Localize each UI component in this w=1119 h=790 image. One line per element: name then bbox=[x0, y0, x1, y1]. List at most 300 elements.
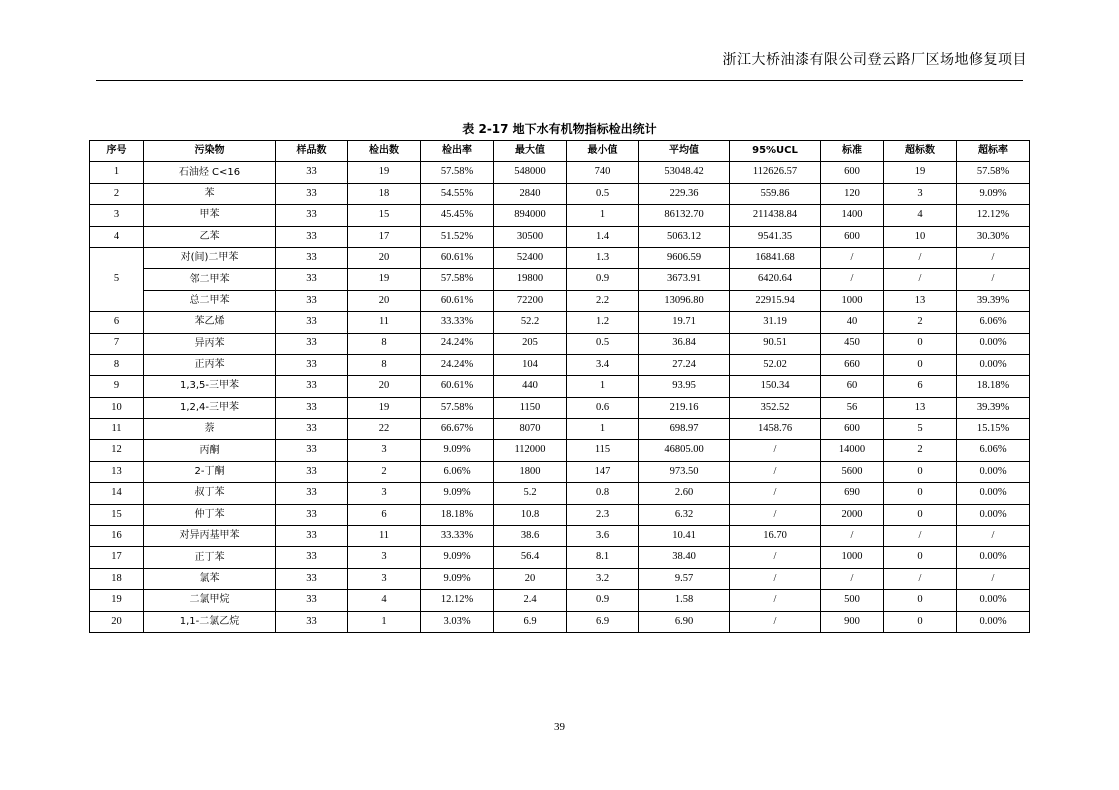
row-number-cell: 20 bbox=[90, 611, 144, 632]
standard-cell: 120 bbox=[821, 183, 884, 204]
mean-value-cell: 9606.59 bbox=[639, 247, 730, 268]
sample-count-cell: 33 bbox=[276, 526, 348, 547]
table-row bbox=[90, 547, 1030, 568]
table-row bbox=[90, 526, 1030, 547]
min-value-cell: 0.8 bbox=[567, 483, 639, 504]
detected-count-cell: 19 bbox=[348, 269, 421, 290]
min-value-cell: 1 bbox=[567, 205, 639, 226]
detected-count-cell: 11 bbox=[348, 312, 421, 333]
detected-count-cell: 1 bbox=[348, 611, 421, 632]
mean-value-cell: 2.60 bbox=[639, 483, 730, 504]
detection-rate-cell: 6.06% bbox=[421, 461, 494, 482]
detection-rate-cell: 57.58% bbox=[421, 269, 494, 290]
exceed-count-cell: 0 bbox=[884, 354, 957, 375]
column-header: 检出数 bbox=[348, 141, 421, 162]
table-row bbox=[90, 440, 1030, 461]
column-header: 平均值 bbox=[639, 141, 730, 162]
min-value-cell: 0.9 bbox=[567, 590, 639, 611]
exceed-count-cell: 2 bbox=[884, 312, 957, 333]
exceed-rate-cell: 39.39% bbox=[957, 397, 1030, 418]
min-value-cell: 1.4 bbox=[567, 226, 639, 247]
max-value-cell: 112000 bbox=[494, 440, 567, 461]
exceed-rate-cell: 0.00% bbox=[957, 483, 1030, 504]
groundwater-organics-table bbox=[89, 140, 1030, 633]
detected-count-cell: 18 bbox=[348, 183, 421, 204]
table-row bbox=[90, 226, 1030, 247]
detection-rate-cell: 9.09% bbox=[421, 483, 494, 504]
pollutant-cell: 氯苯 bbox=[144, 568, 276, 589]
table-row bbox=[90, 590, 1030, 611]
sample-count-cell: 33 bbox=[276, 547, 348, 568]
exceed-rate-cell: 0.00% bbox=[957, 354, 1030, 375]
exceed-count-cell: 3 bbox=[884, 183, 957, 204]
detected-count-cell: 15 bbox=[348, 205, 421, 226]
exceed-count-cell: 10 bbox=[884, 226, 957, 247]
standard-cell: 1000 bbox=[821, 290, 884, 311]
exceed-rate-cell: 6.06% bbox=[957, 440, 1030, 461]
min-value-cell: 2.3 bbox=[567, 504, 639, 525]
min-value-cell: 740 bbox=[567, 162, 639, 183]
ucl-cell: / bbox=[730, 568, 821, 589]
detection-rate-cell: 57.58% bbox=[421, 162, 494, 183]
exceed-count-cell: / bbox=[884, 526, 957, 547]
detected-count-cell: 8 bbox=[348, 333, 421, 354]
table-row bbox=[90, 247, 1030, 268]
exceed-count-cell: / bbox=[884, 568, 957, 589]
mean-value-cell: 9.57 bbox=[639, 568, 730, 589]
ucl-cell: 31.19 bbox=[730, 312, 821, 333]
standard-cell: 5600 bbox=[821, 461, 884, 482]
exceed-rate-cell: / bbox=[957, 269, 1030, 290]
exceed-count-cell: 0 bbox=[884, 611, 957, 632]
ucl-cell: / bbox=[730, 547, 821, 568]
ucl-cell: 559.86 bbox=[730, 183, 821, 204]
table-caption: 表 2-17 地下水有机物指标检出统计 bbox=[462, 122, 657, 136]
min-value-cell: 0.9 bbox=[567, 269, 639, 290]
detection-rate-cell: 60.61% bbox=[421, 376, 494, 397]
table-row bbox=[90, 397, 1030, 418]
table-header-row bbox=[90, 141, 1030, 162]
column-header: 最大值 bbox=[494, 141, 567, 162]
ucl-cell: / bbox=[730, 504, 821, 525]
min-value-cell: 1 bbox=[567, 376, 639, 397]
max-value-cell: 38.6 bbox=[494, 526, 567, 547]
exceed-count-cell: 13 bbox=[884, 290, 957, 311]
ucl-cell: 352.52 bbox=[730, 397, 821, 418]
mean-value-cell: 53048.42 bbox=[639, 162, 730, 183]
standard-cell: 56 bbox=[821, 397, 884, 418]
sample-count-cell: 33 bbox=[276, 611, 348, 632]
sample-count-cell: 33 bbox=[276, 419, 348, 440]
pollutant-cell: 丙酮 bbox=[144, 440, 276, 461]
mean-value-cell: 19.71 bbox=[639, 312, 730, 333]
max-value-cell: 30500 bbox=[494, 226, 567, 247]
exceed-rate-cell: 18.18% bbox=[957, 376, 1030, 397]
exceed-rate-cell: 57.58% bbox=[957, 162, 1030, 183]
row-number-cell: 15 bbox=[90, 504, 144, 525]
min-value-cell: 6.9 bbox=[567, 611, 639, 632]
exceed-rate-cell: 30.30% bbox=[957, 226, 1030, 247]
max-value-cell: 5.2 bbox=[494, 483, 567, 504]
pollutant-cell: 2-丁酮 bbox=[144, 461, 276, 482]
ucl-cell: / bbox=[730, 461, 821, 482]
detection-rate-cell: 3.03% bbox=[421, 611, 494, 632]
mean-value-cell: 6.32 bbox=[639, 504, 730, 525]
mean-value-cell: 973.50 bbox=[639, 461, 730, 482]
page-number: 39 bbox=[554, 721, 565, 733]
detected-count-cell: 22 bbox=[348, 419, 421, 440]
exceed-rate-cell: / bbox=[957, 568, 1030, 589]
min-value-cell: 147 bbox=[567, 461, 639, 482]
pollutant-cell: 1,3,5-三甲苯 bbox=[144, 376, 276, 397]
table-row bbox=[90, 354, 1030, 375]
mean-value-cell: 86132.70 bbox=[639, 205, 730, 226]
min-value-cell: 0.6 bbox=[567, 397, 639, 418]
column-header: 最小值 bbox=[567, 141, 639, 162]
detected-count-cell: 3 bbox=[348, 440, 421, 461]
pollutant-cell: 总二甲苯 bbox=[144, 290, 276, 311]
sample-count-cell: 33 bbox=[276, 397, 348, 418]
pollutant-cell: 苯 bbox=[144, 183, 276, 204]
detected-count-cell: 8 bbox=[348, 354, 421, 375]
detection-rate-cell: 33.33% bbox=[421, 526, 494, 547]
standard-cell: 600 bbox=[821, 162, 884, 183]
row-number-cell: 7 bbox=[90, 333, 144, 354]
table-row bbox=[90, 333, 1030, 354]
pollutant-cell: 对(间)二甲苯 bbox=[144, 247, 276, 268]
exceed-count-cell: / bbox=[884, 269, 957, 290]
max-value-cell: 20 bbox=[494, 568, 567, 589]
standard-cell: 2000 bbox=[821, 504, 884, 525]
exceed-count-cell: / bbox=[884, 247, 957, 268]
mean-value-cell: 229.36 bbox=[639, 183, 730, 204]
header-divider bbox=[96, 80, 1023, 81]
exceed-rate-cell: 0.00% bbox=[957, 547, 1030, 568]
sample-count-cell: 33 bbox=[276, 183, 348, 204]
standard-cell: 900 bbox=[821, 611, 884, 632]
standard-cell: / bbox=[821, 526, 884, 547]
min-value-cell: 1.3 bbox=[567, 247, 639, 268]
pollutant-cell: 甲苯 bbox=[144, 205, 276, 226]
max-value-cell: 8070 bbox=[494, 419, 567, 440]
mean-value-cell: 1.58 bbox=[639, 590, 730, 611]
sample-count-cell: 33 bbox=[276, 226, 348, 247]
max-value-cell: 6.9 bbox=[494, 611, 567, 632]
mean-value-cell: 13096.80 bbox=[639, 290, 730, 311]
mean-value-cell: 36.84 bbox=[639, 333, 730, 354]
row-number-cell: 10 bbox=[90, 397, 144, 418]
exceed-rate-cell: 6.06% bbox=[957, 312, 1030, 333]
standard-cell: 14000 bbox=[821, 440, 884, 461]
row-number-cell: 9 bbox=[90, 376, 144, 397]
detected-count-cell: 6 bbox=[348, 504, 421, 525]
ucl-cell: 112626.57 bbox=[730, 162, 821, 183]
detected-count-cell: 20 bbox=[348, 376, 421, 397]
exceed-count-cell: 2 bbox=[884, 440, 957, 461]
ucl-cell: / bbox=[730, 483, 821, 504]
ucl-cell: 52.02 bbox=[730, 354, 821, 375]
table-row bbox=[90, 290, 1030, 311]
standard-cell: 600 bbox=[821, 226, 884, 247]
mean-value-cell: 10.41 bbox=[639, 526, 730, 547]
max-value-cell: 2840 bbox=[494, 183, 567, 204]
standard-cell: / bbox=[821, 269, 884, 290]
detected-count-cell: 17 bbox=[348, 226, 421, 247]
standard-cell: 40 bbox=[821, 312, 884, 333]
detected-count-cell: 20 bbox=[348, 290, 421, 311]
exceed-count-cell: 6 bbox=[884, 376, 957, 397]
pollutant-cell: 乙苯 bbox=[144, 226, 276, 247]
ucl-cell: 211438.84 bbox=[730, 205, 821, 226]
min-value-cell: 115 bbox=[567, 440, 639, 461]
detected-count-cell: 20 bbox=[348, 247, 421, 268]
row-number-cell: 8 bbox=[90, 354, 144, 375]
exceed-rate-cell: 9.09% bbox=[957, 183, 1030, 204]
sample-count-cell: 33 bbox=[276, 312, 348, 333]
detection-rate-cell: 9.09% bbox=[421, 440, 494, 461]
detected-count-cell: 3 bbox=[348, 483, 421, 504]
min-value-cell: 3.2 bbox=[567, 568, 639, 589]
sample-count-cell: 33 bbox=[276, 440, 348, 461]
max-value-cell: 19800 bbox=[494, 269, 567, 290]
table-row bbox=[90, 461, 1030, 482]
exceed-rate-cell: 0.00% bbox=[957, 461, 1030, 482]
mean-value-cell: 219.16 bbox=[639, 397, 730, 418]
table-row bbox=[90, 205, 1030, 226]
table-row bbox=[90, 183, 1030, 204]
mean-value-cell: 698.97 bbox=[639, 419, 730, 440]
sample-count-cell: 33 bbox=[276, 290, 348, 311]
standard-cell: 1400 bbox=[821, 205, 884, 226]
table-row bbox=[90, 611, 1030, 632]
max-value-cell: 72200 bbox=[494, 290, 567, 311]
table-row bbox=[90, 376, 1030, 397]
exceed-rate-cell: 0.00% bbox=[957, 611, 1030, 632]
sample-count-cell: 33 bbox=[276, 269, 348, 290]
max-value-cell: 1150 bbox=[494, 397, 567, 418]
pollutant-cell: 仲丁苯 bbox=[144, 504, 276, 525]
pollutant-cell: 异丙苯 bbox=[144, 333, 276, 354]
row-number-cell: 6 bbox=[90, 312, 144, 333]
row-number-cell: 11 bbox=[90, 419, 144, 440]
row-number-cell: 3 bbox=[90, 205, 144, 226]
detection-rate-cell: 51.52% bbox=[421, 226, 494, 247]
ucl-cell: 1458.76 bbox=[730, 419, 821, 440]
min-value-cell: 1.2 bbox=[567, 312, 639, 333]
sample-count-cell: 33 bbox=[276, 568, 348, 589]
standard-cell: 500 bbox=[821, 590, 884, 611]
min-value-cell: 1 bbox=[567, 419, 639, 440]
detected-count-cell: 2 bbox=[348, 461, 421, 482]
min-value-cell: 3.6 bbox=[567, 526, 639, 547]
max-value-cell: 548000 bbox=[494, 162, 567, 183]
row-number-cell: 4 bbox=[90, 226, 144, 247]
exceed-rate-cell: / bbox=[957, 526, 1030, 547]
table-row bbox=[90, 483, 1030, 504]
column-header: 序号 bbox=[90, 141, 144, 162]
sample-count-cell: 33 bbox=[276, 461, 348, 482]
table-row bbox=[90, 269, 1030, 290]
standard-cell: 1000 bbox=[821, 547, 884, 568]
detection-rate-cell: 54.55% bbox=[421, 183, 494, 204]
detection-rate-cell: 9.09% bbox=[421, 547, 494, 568]
min-value-cell: 2.2 bbox=[567, 290, 639, 311]
detected-count-cell: 19 bbox=[348, 397, 421, 418]
exceed-count-cell: 0 bbox=[884, 547, 957, 568]
mean-value-cell: 3673.91 bbox=[639, 269, 730, 290]
min-value-cell: 0.5 bbox=[567, 333, 639, 354]
standard-cell: 450 bbox=[821, 333, 884, 354]
max-value-cell: 2.4 bbox=[494, 590, 567, 611]
max-value-cell: 440 bbox=[494, 376, 567, 397]
detection-rate-cell: 57.58% bbox=[421, 397, 494, 418]
max-value-cell: 10.8 bbox=[494, 504, 567, 525]
ucl-cell: 90.51 bbox=[730, 333, 821, 354]
row-number-cell: 18 bbox=[90, 568, 144, 589]
table-body bbox=[90, 162, 1030, 633]
pollutant-cell: 正丁苯 bbox=[144, 547, 276, 568]
detection-rate-cell: 18.18% bbox=[421, 504, 494, 525]
table-row bbox=[90, 419, 1030, 440]
exceed-count-cell: 19 bbox=[884, 162, 957, 183]
table-row bbox=[90, 568, 1030, 589]
sample-count-cell: 33 bbox=[276, 590, 348, 611]
pollutant-cell: 对异丙基甲苯 bbox=[144, 526, 276, 547]
exceed-rate-cell: 0.00% bbox=[957, 333, 1030, 354]
max-value-cell: 1800 bbox=[494, 461, 567, 482]
detection-rate-cell: 9.09% bbox=[421, 568, 494, 589]
ucl-cell: 6420.64 bbox=[730, 269, 821, 290]
standard-cell: 660 bbox=[821, 354, 884, 375]
row-number-cell: 14 bbox=[90, 483, 144, 504]
detected-count-cell: 3 bbox=[348, 547, 421, 568]
sample-count-cell: 33 bbox=[276, 162, 348, 183]
ucl-cell: / bbox=[730, 611, 821, 632]
mean-value-cell: 5063.12 bbox=[639, 226, 730, 247]
min-value-cell: 0.5 bbox=[567, 183, 639, 204]
row-number-cell: 19 bbox=[90, 590, 144, 611]
detected-count-cell: 4 bbox=[348, 590, 421, 611]
sample-count-cell: 33 bbox=[276, 504, 348, 525]
ucl-cell: 16.70 bbox=[730, 526, 821, 547]
row-number-cell: 1 bbox=[90, 162, 144, 183]
sample-count-cell: 33 bbox=[276, 205, 348, 226]
row-number-cell: 13 bbox=[90, 461, 144, 482]
detection-rate-cell: 60.61% bbox=[421, 247, 494, 268]
pollutant-cell: 叔丁苯 bbox=[144, 483, 276, 504]
max-value-cell: 52.2 bbox=[494, 312, 567, 333]
ucl-cell: 16841.68 bbox=[730, 247, 821, 268]
sample-count-cell: 33 bbox=[276, 333, 348, 354]
detection-rate-cell: 45.45% bbox=[421, 205, 494, 226]
min-value-cell: 8.1 bbox=[567, 547, 639, 568]
exceed-count-cell: 5 bbox=[884, 419, 957, 440]
standard-cell: 60 bbox=[821, 376, 884, 397]
sample-count-cell: 33 bbox=[276, 247, 348, 268]
min-value-cell: 3.4 bbox=[567, 354, 639, 375]
standard-cell: 690 bbox=[821, 483, 884, 504]
mean-value-cell: 93.95 bbox=[639, 376, 730, 397]
ucl-cell: 150.34 bbox=[730, 376, 821, 397]
mean-value-cell: 46805.00 bbox=[639, 440, 730, 461]
exceed-count-cell: 4 bbox=[884, 205, 957, 226]
detection-rate-cell: 33.33% bbox=[421, 312, 494, 333]
row-number-cell: 17 bbox=[90, 547, 144, 568]
ucl-cell: / bbox=[730, 590, 821, 611]
pollutant-cell: 1,2,4-三甲苯 bbox=[144, 397, 276, 418]
detected-count-cell: 11 bbox=[348, 526, 421, 547]
exceed-rate-cell: 39.39% bbox=[957, 290, 1030, 311]
sample-count-cell: 33 bbox=[276, 354, 348, 375]
row-number-cell: 12 bbox=[90, 440, 144, 461]
pollutant-cell: 石油烃 C<16 bbox=[144, 162, 276, 183]
column-header: 样品数 bbox=[276, 141, 348, 162]
max-value-cell: 56.4 bbox=[494, 547, 567, 568]
standard-cell: / bbox=[821, 568, 884, 589]
detection-rate-cell: 24.24% bbox=[421, 333, 494, 354]
column-header: 超标数 bbox=[884, 141, 957, 162]
pollutant-cell: 1,1-二氯乙烷 bbox=[144, 611, 276, 632]
detection-rate-cell: 24.24% bbox=[421, 354, 494, 375]
column-header: 检出率 bbox=[421, 141, 494, 162]
exceed-count-cell: 0 bbox=[884, 483, 957, 504]
max-value-cell: 104 bbox=[494, 354, 567, 375]
row-number-cell: 5 bbox=[90, 247, 144, 311]
pollutant-cell: 正丙苯 bbox=[144, 354, 276, 375]
exceed-rate-cell: 12.12% bbox=[957, 205, 1030, 226]
pollutant-cell: 萘 bbox=[144, 419, 276, 440]
exceed-rate-cell: 0.00% bbox=[957, 504, 1030, 525]
table-row bbox=[90, 504, 1030, 525]
exceed-count-cell: 0 bbox=[884, 504, 957, 525]
pollutant-cell: 苯乙烯 bbox=[144, 312, 276, 333]
max-value-cell: 205 bbox=[494, 333, 567, 354]
sample-count-cell: 33 bbox=[276, 483, 348, 504]
pollutant-cell: 邻二甲苯 bbox=[144, 269, 276, 290]
column-header: 标准 bbox=[821, 141, 884, 162]
max-value-cell: 52400 bbox=[494, 247, 567, 268]
table-row bbox=[90, 312, 1030, 333]
detection-rate-cell: 60.61% bbox=[421, 290, 494, 311]
document-header-title: 浙江大桥油漆有限公司登云路厂区场地修复项目 bbox=[722, 52, 1027, 68]
ucl-cell: / bbox=[730, 440, 821, 461]
ucl-cell: 22915.94 bbox=[730, 290, 821, 311]
max-value-cell: 894000 bbox=[494, 205, 567, 226]
column-header: 超标率 bbox=[957, 141, 1030, 162]
detected-count-cell: 3 bbox=[348, 568, 421, 589]
sample-count-cell: 33 bbox=[276, 376, 348, 397]
exceed-count-cell: 13 bbox=[884, 397, 957, 418]
exceed-rate-cell: / bbox=[957, 247, 1030, 268]
exceed-rate-cell: 15.15% bbox=[957, 419, 1030, 440]
exceed-rate-cell: 0.00% bbox=[957, 590, 1030, 611]
detected-count-cell: 19 bbox=[348, 162, 421, 183]
exceed-count-cell: 0 bbox=[884, 590, 957, 611]
exceed-count-cell: 0 bbox=[884, 333, 957, 354]
pollutant-cell: 二氯甲烷 bbox=[144, 590, 276, 611]
standard-cell: 600 bbox=[821, 419, 884, 440]
table-row bbox=[90, 162, 1030, 183]
row-number-cell: 16 bbox=[90, 526, 144, 547]
column-header: 污染物 bbox=[144, 141, 276, 162]
row-number-cell: 2 bbox=[90, 183, 144, 204]
mean-value-cell: 38.40 bbox=[639, 547, 730, 568]
mean-value-cell: 6.90 bbox=[639, 611, 730, 632]
detection-rate-cell: 66.67% bbox=[421, 419, 494, 440]
column-header: 95%UCL bbox=[730, 141, 821, 162]
exceed-count-cell: 0 bbox=[884, 461, 957, 482]
ucl-cell: 9541.35 bbox=[730, 226, 821, 247]
